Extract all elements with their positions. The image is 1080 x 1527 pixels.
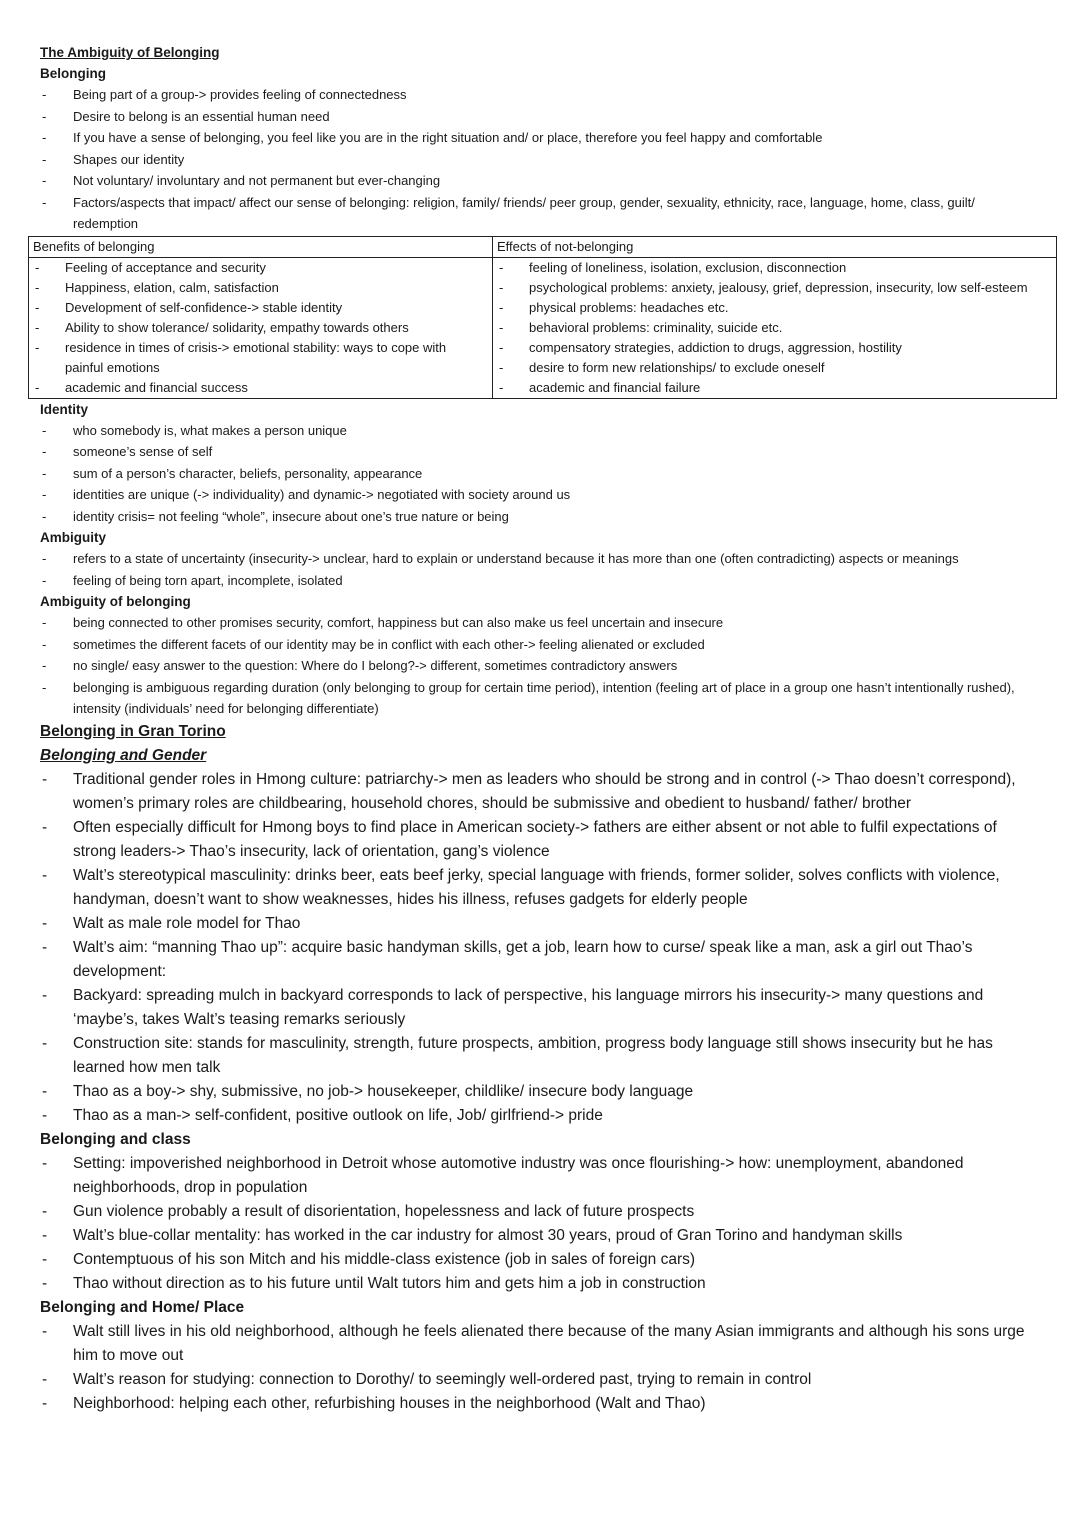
list-item: - Walt’s reason for studying: connection to Dorothy/ to seemingly well-ordered past, trying to remain in control <box>40 1368 1040 1392</box>
section-heading-ambiguity: Ambiguity <box>40 530 106 545</box>
gender-list <box>40 768 1040 1128</box>
ambiguity-of-belonging-list <box>40 612 1040 720</box>
list-item: - being connected to other promises security, comfort, happiness but can also make us feel uncertain and insecure <box>40 612 1040 634</box>
list-item: - sometimes the different facets of our identity may be in conflict with each other-> feeling alienated or excluded <box>40 634 1040 656</box>
list-item: - Thao as a man-> self-confident, positive outlook on life, Job/ girlfriend-> pride <box>40 1104 1040 1128</box>
list-item: - Walt’s blue-collar mentality: has worked in the car industry for almost 30 years, proud of Gran Torino and handyman skills <box>40 1224 1040 1248</box>
list-item: - academic and financial failure <box>497 378 1052 398</box>
list-item: - Development of self-confidence-> stable identity <box>33 298 488 318</box>
list-item: - Neighborhood: helping each other, refurbishing houses in the neighborhood (Walt and Thao) <box>40 1392 1040 1416</box>
document <box>33 42 1040 1416</box>
section-heading-belonging: Belonging <box>40 66 106 81</box>
list-item: - sum of a person’s character, beliefs, personality, appearance <box>40 463 1040 485</box>
list-item: - someone’s sense of self <box>40 441 1040 463</box>
list-item: - identities are unique (-> individuality) and dynamic-> negotiated with society around us <box>40 484 1040 506</box>
list-item: - Walt’s stereotypical masculinity: drinks beer, eats beef jerky, special language with friends, former solider, solves conflicts with violence, handyman, doesn’t want to show weaknesses, hides his illness, refuses gadgets for elderly people <box>40 864 1040 912</box>
list-item: - residence in times of crisis-> emotional stability: ways to cope with painful emotions <box>33 338 488 378</box>
list-item: - psychological problems: anxiety, jealousy, grief, depression, insecurity, low self-esteem <box>497 278 1052 298</box>
list-item: - physical problems: headaches etc. <box>497 298 1052 318</box>
list-item: - If you have a sense of belonging, you feel like you are in the right situation and/ or place, therefore you feel happy and comfortable <box>40 127 1040 149</box>
list-item: - Walt as male role model for Thao <box>40 912 1040 936</box>
list-item: - identity crisis= not feeling “whole”, insecure about one’s true nature or being <box>40 506 1040 528</box>
list-item: - Often especially difficult for Hmong boys to find place in American society-> fathers are either absent or not able to fulfil expectations of strong leaders-> Thao’s insecurity, lack of orientation, gang’s violence <box>40 816 1040 864</box>
list-item: - Construction site: stands for masculinity, strength, future prospects, ambition, progress body language still shows insecurity but he has learned how men talk <box>40 1032 1040 1080</box>
list-item: - Shapes our identity <box>40 149 1040 171</box>
ambiguity-list <box>40 548 1040 591</box>
list-item: - academic and financial success <box>33 378 488 398</box>
list-item: - Walt still lives in his old neighborhood, although he feels alienated there because of the many Asian immigrants and although his sons urge him to move out <box>40 1320 1040 1368</box>
list-item: - feeling of loneliness, isolation, exclusion, disconnection <box>497 258 1052 278</box>
list-item: - Backyard: spreading mulch in backyard corresponds to lack of perspective, his language mirrors his insecurity-> many questions and ‘maybe’s, takes Walt’s teasing remarks seriously <box>40 984 1040 1032</box>
subsection-heading-class: Belonging and class <box>40 1130 191 1148</box>
list-item: - Being part of a group-> provides feeling of connectedness <box>40 84 1040 106</box>
list-item: - belonging is ambiguous regarding duration (only belonging to group for certain time period), intention (feeling art of place in a group one hasn’t intentionally rushed), intensity (individuals’ need for belonging differentiate) <box>40 677 1040 720</box>
list-item: - Thao without direction as to his future until Walt tutors him and gets him a job in construction <box>40 1272 1040 1296</box>
list-item: - behavioral problems: criminality, suicide etc. <box>497 318 1052 338</box>
list-item: - Factors/aspects that impact/ affect our sense of belonging: religion, family/ friends/ peer group, gender, sexuality, ethnicity, race, language, home, class, guilt/ redemption <box>40 192 1040 235</box>
list-item: - Traditional gender roles in Hmong culture: patriarchy-> men as leaders who should be strong and in control (-> Thao doesn’t correspond), women’s primary roles are childbearing, household chores, should be submissive and obedient to husband/ father/ brother <box>40 768 1040 816</box>
document-title: The Ambiguity of Belonging <box>40 45 220 60</box>
list-item: - Thao as a boy-> shy, submissive, no job-> housekeeper, childlike/ insecure body language <box>40 1080 1040 1104</box>
benefits-cell <box>29 257 493 398</box>
section-heading-ambiguity-of-belonging: Ambiguity of belonging <box>40 594 191 609</box>
home-place-list <box>40 1320 1040 1416</box>
list-item: - Desire to belong is an essential human need <box>40 106 1040 128</box>
section-heading-identity: Identity <box>40 401 89 417</box>
list-item: - refers to a state of uncertainty (insecurity-> unclear, hard to explain or understand because it has more than one (often contradicting) aspects or meanings <box>40 548 1040 570</box>
list-item: - compensatory strategies, addiction to drugs, aggression, hostility <box>497 338 1052 358</box>
list-item: - Setting: impoverished neighborhood in Detroit whose automotive industry was once flourishing-> how: unemployment, abandoned neighborhoods, drop in population <box>40 1152 1040 1200</box>
list-item: - Gun violence probably a result of disorientation, hopelessness and lack of future prospects <box>40 1200 1040 1224</box>
section-heading-gran-torino: Belonging in Gran Torino <box>40 722 226 740</box>
list-item: - Not voluntary/ involuntary and not permanent but ever-changing <box>40 170 1040 192</box>
effects-cell <box>493 257 1057 398</box>
subsection-heading-home-place: Belonging and Home/ Place <box>40 1298 245 1316</box>
benefits-effects-table <box>28 236 1057 399</box>
list-item: - Contemptuous of his son Mitch and his middle-class existence (job in sales of foreign cars) <box>40 1248 1040 1272</box>
table-header-benefits: Benefits of belonging <box>29 236 493 257</box>
list-item: - Feeling of acceptance and security <box>33 258 488 278</box>
subsection-heading-gender: Belonging and Gender <box>40 746 207 764</box>
list-item: - who somebody is, what makes a person unique <box>40 420 1040 442</box>
list-item: - no single/ easy answer to the question: Where do I belong?-> different, sometimes contradictory answers <box>40 655 1040 677</box>
list-item: - Ability to show tolerance/ solidarity, empathy towards others <box>33 318 488 338</box>
list-item: - feeling of being torn apart, incomplete, isolated <box>40 570 1040 592</box>
list-item: - Happiness, elation, calm, satisfaction <box>33 278 488 298</box>
table-header-effects: Effects of not-belonging <box>493 236 1057 257</box>
list-item: - Walt’s aim: “manning Thao up”: acquire basic handyman skills, get a job, learn how to curse/ speak like a man, ask a girl out Thao’s development: <box>40 936 1040 984</box>
belonging-list <box>40 84 1040 235</box>
identity-list <box>40 420 1040 528</box>
class-list <box>40 1152 1040 1296</box>
list-item: - desire to form new relationships/ to exclude oneself <box>497 358 1052 378</box>
